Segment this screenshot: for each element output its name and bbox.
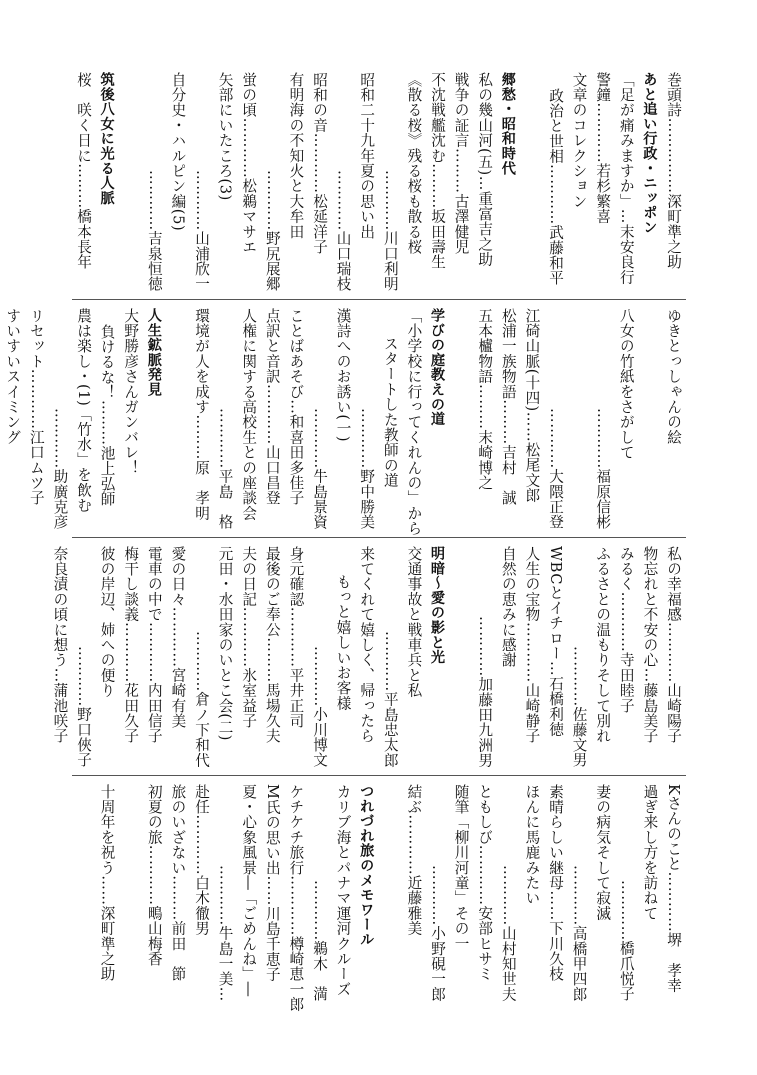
toc-entry: 赴任…………白木徹男 (193, 784, 210, 936)
toc-entry: M氏の思い出……川島千恵子 (263, 784, 281, 982)
toc-entry: 夏・心象風景―「ごめんね」― (240, 784, 258, 997)
toc-entry: 元田・水田家のいとこ会(二) (216, 546, 234, 741)
toc-entry: 大野勝彦さんガンバレ！ (122, 308, 140, 476)
toc-entry: 彼の岸辺、姉への便り (98, 546, 116, 698)
toc-entry: 初夏の旅…………鴫山梅香 (145, 784, 163, 967)
toc-entry: 奈良漬の頃に想う…蒲池咲子 (51, 546, 69, 744)
toc-entry: 梅干し談義…………花田久子 (122, 546, 140, 744)
toc-entry: 夫の日記…………氷室益子 (240, 546, 258, 729)
toc-entry: 来てくれて嬉しく、帰ったら (358, 546, 376, 744)
toc-entry: 十周年を祝う……深町準之助 (98, 784, 116, 982)
toc-entry: 人生の宝物…………山崎静子 (523, 546, 541, 744)
toc-entry: 素晴らしい継母……下川久枝 (547, 784, 564, 982)
toc-entry: …………小野硯一郎 (429, 865, 446, 1002)
toc-entry: …………吉泉恒徳 (145, 170, 163, 292)
toc-entry: 自然の恵みに感謝 (499, 546, 517, 668)
toc-entry: 五本櫨物語………末崎博之 (476, 308, 494, 491)
toc-entry: …………高橋甲四郎 (570, 865, 588, 1002)
section-divider (72, 299, 686, 300)
toc-entry: …………平島忠太郎 (381, 631, 399, 768)
toc-entry: …………橋爪悦子 (617, 880, 635, 1002)
toc-entry: 私の幸福感…………山崎陽子 (665, 546, 682, 744)
toc-entry: 過ぎ来し方を訪ねて (641, 784, 659, 921)
toc-entry: 八女の竹紙をさがして (617, 308, 635, 460)
toc-section-4 (72, 784, 686, 1012)
toc-spacer (117, 784, 137, 1002)
section-divider (72, 775, 686, 776)
toc-entry: 有明海の不知火と大牟田 (287, 72, 305, 240)
toc-spacer (117, 72, 137, 292)
toc-entry: ことばあそび…和喜田多佳子 (287, 308, 305, 506)
toc-section-1 (72, 72, 686, 292)
toc-entry: 政治と世相…………武藤和平 (547, 88, 564, 286)
toc-spacer (164, 308, 184, 530)
toc-entry: …………川口利明 (381, 170, 399, 292)
toc-entry: WBCとイチロー…石橋利徳 (547, 546, 564, 737)
section-divider (72, 537, 686, 538)
toc-entry: 巻頭詩……………深町準之助 (665, 72, 682, 270)
toc-spacer (566, 308, 586, 530)
toc-spacer (377, 784, 397, 1002)
toc-entry: 私の幾山河(五)…重富吉之助 (476, 72, 494, 267)
toc-section-heading: 郷愁・昭和時代 (499, 72, 516, 176)
toc-entry: もっと嬉しいお客様 (334, 574, 352, 711)
toc-section-heading: 明暗〜愛の影と光 (429, 546, 445, 665)
toc-entry: 電車の中で…………内田信子 (145, 546, 163, 744)
toc-entry: …………助廣克彦 (51, 408, 69, 530)
toc-entry: …………大隈正登 (547, 408, 564, 530)
toc-entry: 自分史・ハルピン編(5) (169, 72, 187, 232)
toc-entry: …………佐藤文男 (570, 646, 588, 768)
toc-entry: …………山浦欣一 (193, 170, 210, 292)
toc-entry: ほんに馬鹿みたい (523, 784, 541, 906)
toc-entry: リセット…………江口ムツ子 (27, 308, 45, 506)
toc-entry: 文章のコレクション (570, 72, 588, 209)
toc-entry: 点訳と音訳…………山口昌登 (263, 308, 281, 506)
toc-section-heading: 筑後八女に光る人脈 (98, 72, 115, 206)
toc-section-heading: 学びの庭教えの道 (429, 308, 445, 427)
toc-entry: 物忘れと不安の心…藤島美子 (641, 546, 659, 744)
toc-entry: 随筆「柳川河童」その一 (452, 784, 470, 952)
toc-entry: ともしび…………安部ヒサミ (476, 784, 494, 982)
toc-entry: …………倉ノ下和代 (193, 631, 210, 768)
toc-entry: …………山口瑞枝 (334, 170, 352, 292)
toc-entry: 《散る桜》残る桜も散る桜 (405, 72, 423, 255)
toc-entry: …………平島 格 (216, 408, 234, 530)
toc-entry: 昭和二十九年夏の思い出 (358, 72, 376, 240)
toc-entry: 不沈戦艦沈む………坂田壽生 (429, 72, 446, 270)
toc-entry: 昭和の音…………松延洋子 (311, 72, 328, 255)
toc-entry: すいすいスイミング (4, 308, 22, 445)
toc-section-3 (51, 546, 686, 768)
toc-entry: 矢部にいたころ(3) (216, 72, 234, 201)
toc-entry: 負けるな！………池上弘師 (98, 324, 116, 507)
toc-spacer (448, 308, 468, 530)
toc-entry: ケチケチ旅行…………樽崎恵一郎 (287, 784, 305, 1012)
toc-entry: みるく…………寺田睦子 (617, 546, 635, 714)
toc-entry: ゆきとっしゃんの絵 (665, 308, 682, 445)
toc-entry: …………牛島景資 (311, 408, 328, 530)
toc-entry: 最後のご奉公………馬場久夫 (263, 546, 281, 744)
toc-entry: …………牛島一美… (216, 865, 234, 1002)
toc-entry: 「小学校に行ってくれんの」から (405, 308, 423, 536)
toc-section-heading: 人生鉱脈発見 (145, 308, 162, 397)
toc-entry: 「足が痛みますか」…末安良行 (617, 72, 635, 285)
toc-entry: 漢詩へのお誘い(一) (334, 308, 352, 443)
toc-entry: …………福原信彬 (594, 408, 612, 530)
toc-entry: スタートした教師の道 (381, 336, 399, 488)
toc-entry: 身元確認…………平井正司 (287, 546, 305, 729)
toc-entry: …………加藤田九洲男 (476, 616, 494, 768)
toc-entry: 警鐘…………若杉繁喜 (594, 72, 612, 224)
toc-entry: Kさんのこと…………堺 孝幸 (665, 784, 682, 994)
toc-entry: 妻の病気そして寂滅 (594, 784, 612, 921)
toc-entry: 結ぶ…………近藤雅美 (405, 784, 423, 936)
toc-entry: 旅のいざない………前田 節 (169, 784, 187, 982)
toc-entry: 環境が人を成す………原 孝明 (193, 308, 210, 521)
toc-entry: 蛍の頃…………松鵜マサエ (240, 72, 258, 255)
toc-spacer (448, 546, 468, 768)
toc-entry: 戦争の証言………古澤健児 (452, 72, 470, 255)
toc-spacer (518, 72, 538, 292)
toc-entry: …………山村知世夫 (499, 865, 517, 1002)
toc-entry: 江碕山脈(十四)……松尾文郎 (523, 308, 541, 503)
toc-section-heading: つれづれ旅のメモワール (358, 784, 375, 947)
toc-entry: 交通事故と戦車兵と私 (405, 546, 423, 698)
toc-entry: 農は楽し・(1)「竹水」を飲む (75, 308, 92, 513)
toc-entry: …………野中勝美 (358, 408, 376, 530)
toc-entry: …………鵜木 満 (311, 880, 328, 1002)
toc-entry: …………野尻展郷 (263, 170, 281, 292)
toc-entry: 人権に関する高校生との座談会 (240, 308, 258, 521)
toc-entry: 愛の日々…………宮崎有美 (169, 546, 187, 729)
toc-entry: 桜 咲く日に………橋本長年 (75, 72, 92, 270)
toc-entry: …………野口俠子 (75, 646, 92, 768)
toc-spacer (636, 308, 656, 530)
toc-entry: 松浦一族物語………吉村 誠 (499, 308, 517, 506)
toc-entry: ふるさとの温もりそして別れ (594, 546, 612, 744)
toc-entry: カリブ海とパナマ運河クルーズ (334, 784, 352, 997)
toc-section-2 (4, 308, 686, 536)
toc-section-heading: あと追い行政・ニッポン (641, 72, 658, 235)
toc-entry: …………小川博文 (311, 646, 328, 768)
